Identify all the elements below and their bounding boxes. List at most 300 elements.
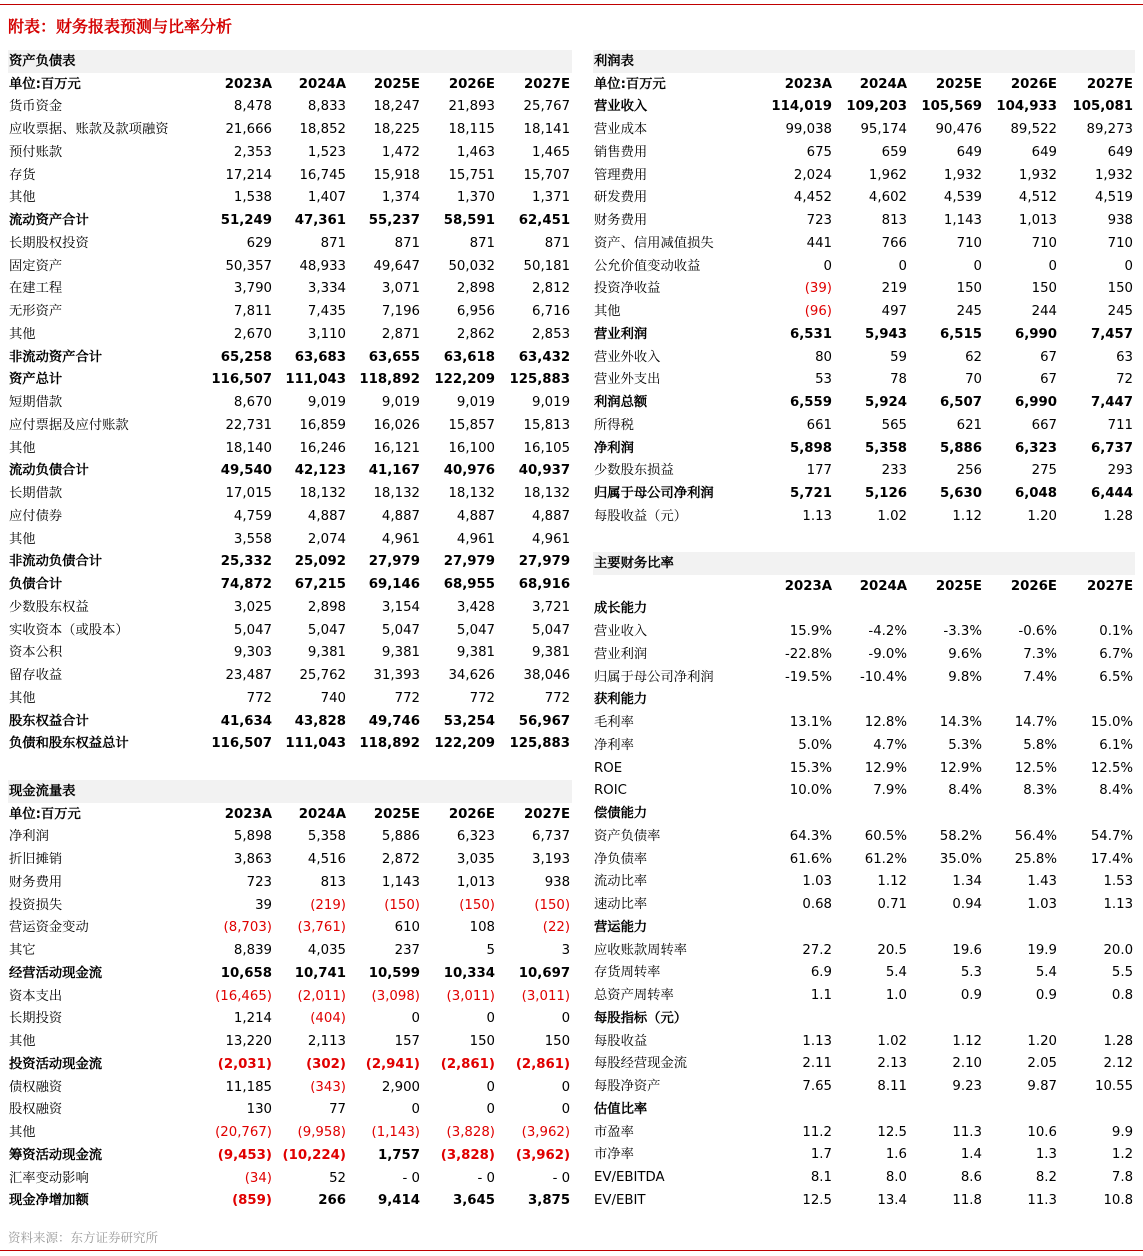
cell-value: 35.0% — [939, 851, 982, 867]
cell-value: 63,655 — [368, 349, 420, 365]
cell-value: 3,025 — [233, 599, 272, 615]
bottom-rule — [0, 1250, 1143, 1251]
cell-value: 21,666 — [225, 122, 272, 138]
table-row — [8, 300, 572, 323]
row-label: 长期投资 — [9, 1011, 63, 1027]
cell-value: 125,883 — [509, 736, 571, 752]
cell-value: 2,862 — [456, 326, 495, 342]
year-header: 2027E — [1086, 578, 1134, 594]
cell-value: 1,932 — [943, 167, 982, 183]
cell-value: 12.8% — [864, 715, 907, 731]
row-label: 营业利润 — [594, 326, 648, 342]
cell-value: (39) — [804, 281, 832, 297]
cell-value: 50,032 — [448, 258, 495, 274]
cell-value: 53 — [815, 372, 832, 388]
table-row — [8, 687, 572, 710]
cell-value: 5.8% — [1023, 737, 1057, 753]
cell-value: 2,812 — [532, 281, 571, 297]
cell-value: 0 — [561, 1102, 571, 1118]
cell-value: 629 — [246, 235, 272, 251]
cell-value: 1.13 — [802, 1033, 832, 1049]
table-row — [8, 642, 572, 665]
cell-value: 10.6 — [1027, 1124, 1057, 1140]
cell-value: 67 — [1040, 349, 1057, 365]
cell-value: (3,098) — [371, 988, 420, 1004]
cell-value — [834, 1007, 909, 1030]
cell-value: 1.02 — [877, 508, 907, 524]
cell-value — [834, 916, 909, 939]
cell-value: 6.9 — [810, 965, 832, 981]
cell-value: 56,967 — [518, 713, 571, 729]
row-label: 非流动资产合计 — [9, 349, 103, 365]
cell-value: (2,941) — [365, 1056, 420, 1072]
table-row — [593, 1030, 1135, 1053]
cell-value: 5,924 — [864, 395, 907, 411]
row-label: 负债和股东权益总计 — [9, 736, 129, 752]
cell-value: 0 — [898, 258, 907, 274]
cell-value: 9,381 — [456, 645, 495, 661]
source-note: 资料来源：东方证券研究所 — [8, 1230, 159, 1245]
cell-value: 0.9 — [1035, 988, 1057, 1004]
cell-value: 1.03 — [1027, 897, 1057, 913]
cell-value: 2,872 — [381, 852, 420, 868]
table-row — [8, 848, 572, 871]
row-label: 营业外支出 — [594, 372, 661, 388]
table-row — [8, 505, 572, 528]
cell-value: 47,361 — [294, 213, 346, 229]
cell-value: -0.6% — [1018, 624, 1057, 640]
cell-value: 8.2 — [1035, 1170, 1057, 1186]
cell-value: - 0 — [402, 1170, 420, 1186]
cell-value: (8,703) — [223, 920, 272, 936]
cell-value: 104,933 — [996, 99, 1057, 115]
table-row — [8, 1076, 572, 1099]
cell-value: 8.4% — [1099, 783, 1134, 799]
row-label: 利润总额 — [594, 395, 648, 411]
cell-value: 11.8 — [952, 1192, 982, 1208]
cell-value — [759, 916, 834, 939]
cell-value: 6,323 — [456, 829, 495, 845]
year-header: 2025E — [935, 76, 982, 92]
row-label: 营业利润 — [594, 646, 648, 662]
balance-sheet-table — [8, 50, 572, 755]
cell-value: 69,146 — [368, 577, 420, 593]
column-header-row — [593, 73, 1135, 96]
cell-value: 723 — [246, 874, 272, 890]
cell-value: 1.28 — [1103, 1033, 1134, 1049]
table-row — [593, 300, 1135, 323]
cell-value: 16,105 — [523, 440, 571, 456]
table-row — [593, 369, 1135, 392]
cell-value: 3,071 — [381, 281, 420, 297]
cell-value: 18,132 — [373, 486, 420, 502]
cell-value: 772 — [394, 690, 420, 706]
cell-value: 16,246 — [299, 440, 346, 456]
cell-value: 1,465 — [532, 144, 571, 160]
year-header: 2025E — [373, 76, 420, 92]
cell-value: 4,602 — [868, 190, 907, 206]
row-label: 预付账款 — [9, 144, 63, 160]
cell-value — [909, 1098, 984, 1121]
row-label: 其他 — [9, 190, 36, 206]
cell-value — [759, 1007, 834, 1030]
cell-value: 5,047 — [233, 622, 272, 638]
cell-value: 13,220 — [225, 1034, 272, 1050]
cell-value: 1,962 — [868, 167, 907, 183]
row-label: 营业成本 — [594, 122, 648, 138]
table-row — [593, 346, 1135, 369]
row-label: 实收资本（或股本） — [9, 622, 129, 638]
cell-value: 0 — [486, 1079, 495, 1095]
cell-value: 14.3% — [939, 715, 982, 731]
row-label: 净负债率 — [594, 851, 648, 867]
cell-value: 1.20 — [1027, 1033, 1057, 1049]
row-label: 毛利率 — [594, 715, 634, 731]
cell-value: 0 — [411, 1011, 420, 1027]
row-label: 财务费用 — [594, 213, 648, 229]
cell-value: 48,933 — [299, 258, 346, 274]
cell-value: 5,898 — [789, 440, 832, 456]
cell-value: 13.4 — [877, 1192, 907, 1208]
cell-value: 111,043 — [285, 372, 346, 388]
cell-value: 610 — [394, 920, 420, 936]
row-label: EV/EBIT — [594, 1192, 646, 1208]
cell-value: 12.9% — [939, 760, 982, 776]
cell-value: 0 — [973, 258, 982, 274]
cell-value: 7,457 — [1090, 326, 1134, 342]
unit-label: 单位:百万元 — [9, 806, 81, 822]
cell-value: 3,110 — [307, 326, 346, 342]
table-row — [593, 711, 1135, 734]
cell-value: 4,759 — [233, 508, 272, 524]
cell-value: 13.1% — [789, 715, 832, 731]
category-row — [593, 802, 1135, 825]
cell-value: 10,334 — [443, 965, 495, 981]
cell-value: (34) — [244, 1170, 272, 1186]
cell-value — [909, 916, 984, 939]
cell-value: 9.23 — [952, 1079, 982, 1095]
cell-value: 9.9 — [1111, 1124, 1134, 1140]
table-row — [8, 391, 572, 414]
table-row — [8, 962, 572, 985]
cell-value: 245 — [1107, 304, 1134, 320]
year-header: 2025E — [935, 578, 982, 594]
cell-value: 150 — [1031, 281, 1057, 297]
table-row — [8, 596, 572, 619]
cell-value: 497 — [881, 304, 907, 320]
row-label: 资产总计 — [9, 372, 63, 388]
cell-value: 1.12 — [952, 508, 982, 524]
cell-value: 105,569 — [921, 99, 982, 115]
year-header: 2026E — [1010, 578, 1057, 594]
cell-value: 3,334 — [307, 281, 346, 297]
cell-value: 61.6% — [789, 851, 832, 867]
row-label: 应收票据、账款及款项融资 — [9, 122, 169, 138]
cell-value: 256 — [956, 463, 982, 479]
cell-value: 4,887 — [381, 508, 420, 524]
cell-value: 9,019 — [456, 395, 495, 411]
row-label: 应收账款周转率 — [594, 942, 688, 958]
cell-value: 12.5 — [802, 1192, 832, 1208]
cell-value: 5,047 — [456, 622, 495, 638]
row-label: 负债合计 — [9, 577, 63, 593]
cell-value: 6,990 — [1014, 326, 1057, 342]
cell-value — [909, 598, 984, 621]
cell-value: 1,371 — [532, 190, 571, 206]
cell-value: 108 — [469, 920, 495, 936]
cell-value: 1.43 — [1027, 874, 1057, 890]
row-label: 其他 — [9, 1034, 36, 1050]
cell-value: 59 — [890, 349, 907, 365]
cell-value: 1,523 — [307, 144, 346, 160]
cell-value: 772 — [469, 690, 495, 706]
table-row — [8, 1008, 572, 1031]
cell-value: 6,737 — [1090, 440, 1134, 456]
cell-value: 74,872 — [220, 577, 272, 593]
cell-value: 4,512 — [1018, 190, 1057, 206]
row-label: 现金净增加额 — [9, 1193, 89, 1209]
cell-value: 8,833 — [307, 99, 346, 115]
income-statement-section — [593, 50, 1135, 528]
cell-value: (2,011) — [297, 988, 346, 1004]
row-label: 少数股东损益 — [594, 463, 674, 479]
year-header: 2025E — [373, 806, 420, 822]
table-row — [8, 1099, 572, 1122]
cell-value: - 0 — [477, 1170, 495, 1186]
cell-value: 63 — [1116, 349, 1134, 365]
cell-value: 9,381 — [532, 645, 571, 661]
cell-value: 275 — [1031, 463, 1057, 479]
cell-value: 9.8% — [948, 669, 982, 685]
table-row — [593, 232, 1135, 255]
cell-value: 22,731 — [225, 417, 272, 433]
cell-value: 237 — [394, 943, 420, 959]
cell-value: 6,559 — [789, 395, 832, 411]
cell-value: 109,203 — [846, 99, 907, 115]
row-label: 研发费用 — [594, 190, 648, 206]
cell-value: 16,121 — [373, 440, 420, 456]
table-row — [8, 460, 572, 483]
cell-value: 2,024 — [793, 167, 832, 183]
cell-value: 0 — [823, 258, 832, 274]
cell-value: 7,811 — [233, 304, 272, 320]
cell-value: 95,174 — [860, 122, 907, 138]
row-label: 投资损失 — [9, 897, 63, 913]
cell-value: 675 — [806, 144, 832, 160]
cell-value: 10,741 — [294, 965, 346, 981]
cell-value: -10.4% — [859, 669, 907, 685]
cell-value — [984, 802, 1059, 825]
row-label: 资产、信用减值损失 — [594, 235, 714, 251]
cell-value: 1,143 — [943, 213, 982, 229]
unit-label — [593, 575, 759, 598]
cell-value: 1.20 — [1027, 508, 1057, 524]
cell-value: 7,435 — [307, 304, 346, 320]
cell-value: (3,761) — [297, 920, 346, 936]
cell-value: 3,154 — [381, 599, 420, 615]
row-label: ROE — [594, 760, 623, 776]
year-header: 2024A — [298, 806, 346, 822]
year-header: 2026E — [448, 806, 495, 822]
cell-value: 150 — [956, 281, 982, 297]
cell-value: 1.12 — [877, 874, 907, 890]
cell-value: 25.8% — [1014, 851, 1057, 867]
cell-value: 99,038 — [785, 122, 832, 138]
cell-value: 122,209 — [434, 736, 495, 752]
row-label: 其他 — [9, 690, 36, 706]
table-row — [8, 1053, 572, 1076]
year-header: 2024A — [859, 76, 907, 92]
table-row — [8, 985, 572, 1008]
cell-value: 0 — [561, 1079, 571, 1095]
cell-value: 27,979 — [518, 554, 571, 570]
cell-value: 6.1% — [1099, 737, 1134, 753]
table-row — [593, 620, 1135, 643]
cell-value: 55,237 — [368, 213, 420, 229]
cell-value: 3,721 — [532, 599, 571, 615]
row-label: 应付债券 — [9, 508, 63, 524]
cell-value: 6,048 — [1014, 486, 1057, 502]
row-label: 每股净资产 — [594, 1079, 661, 1095]
row-label: 股东权益合计 — [9, 713, 89, 729]
row-label: 其他 — [9, 440, 36, 456]
cell-value: 18,140 — [225, 440, 272, 456]
cell-value: 7,447 — [1090, 395, 1134, 411]
row-label: EV/EBITDA — [594, 1170, 665, 1186]
cell-value: 15.0% — [1090, 715, 1134, 731]
table-row — [593, 209, 1135, 232]
cell-value: 5,721 — [789, 486, 832, 502]
cell-value: (2,031) — [217, 1056, 272, 1072]
cell-value: 111,043 — [285, 736, 346, 752]
row-label: 偿债能力 — [594, 806, 648, 822]
cell-value: 72 — [1116, 372, 1134, 388]
cell-value: 49,647 — [373, 258, 420, 274]
cell-value — [984, 1098, 1059, 1121]
section-title: 主要财务比率 — [593, 552, 1135, 575]
table-row — [593, 780, 1135, 803]
cell-value: 813 — [881, 213, 907, 229]
row-label: 估值比率 — [594, 1101, 648, 1117]
row-label: ROIC — [594, 783, 627, 799]
cell-value — [1059, 598, 1135, 621]
cell-value: 8.1 — [810, 1170, 832, 1186]
cell-value: 711 — [1107, 417, 1134, 433]
cell-value: 150 — [544, 1034, 571, 1050]
cell-value: 0.1% — [1099, 624, 1134, 640]
cell-value: 7.65 — [802, 1079, 832, 1095]
cell-value: 813 — [320, 874, 346, 890]
cell-value: 61.2% — [864, 851, 907, 867]
table-row — [593, 187, 1135, 210]
cell-value: (3,011) — [521, 988, 571, 1004]
cell-value: 871 — [394, 235, 420, 251]
cell-value — [909, 802, 984, 825]
cell-value: 2,853 — [532, 326, 571, 342]
cell-value: 3,193 — [532, 852, 571, 868]
cell-value: 20.5 — [877, 942, 907, 958]
cell-value: (3,828) — [446, 1125, 495, 1141]
cell-value: 2.05 — [1027, 1056, 1057, 1072]
cash-flow-section — [8, 780, 572, 1212]
cell-value: 8,670 — [233, 395, 272, 411]
cell-value: 63,432 — [518, 349, 571, 365]
cell-value: (2,861) — [440, 1056, 495, 1072]
table-row — [8, 278, 572, 301]
section-title-row — [8, 50, 572, 73]
table-row — [593, 96, 1135, 119]
cell-value: 1,374 — [381, 190, 420, 206]
table-row — [8, 414, 572, 437]
cell-value: 11.3 — [952, 1124, 982, 1140]
cell-value: 10.0% — [789, 783, 832, 799]
table-row — [8, 1121, 572, 1144]
cell-value: (302) — [306, 1056, 346, 1072]
cell-value: 2,670 — [233, 326, 272, 342]
cell-value: 2.13 — [877, 1056, 907, 1072]
cell-value — [834, 802, 909, 825]
cell-value: 2,898 — [456, 281, 495, 297]
table-row — [8, 164, 572, 187]
cell-value — [759, 802, 834, 825]
table-row — [8, 118, 572, 141]
table-row — [593, 141, 1135, 164]
row-label: 其他 — [594, 304, 621, 320]
cell-value: 3,875 — [528, 1193, 571, 1209]
cell-value: 15.9% — [789, 624, 832, 640]
cell-value: 63,683 — [294, 349, 346, 365]
cell-value: 49,540 — [220, 463, 272, 479]
table-row — [8, 619, 572, 642]
cell-value: 150 — [1107, 281, 1134, 297]
cell-value: 4,516 — [307, 852, 346, 868]
cell-value: 177 — [806, 463, 832, 479]
cell-value: 51,249 — [220, 213, 272, 229]
cell-value: 245 — [956, 304, 982, 320]
table-row — [8, 482, 572, 505]
cell-value: (3,962) — [515, 1147, 571, 1163]
row-label: 每股收益（元） — [594, 508, 688, 524]
cell-value: 5.5 — [1111, 965, 1134, 981]
cell-value: 5.4 — [885, 965, 907, 981]
year-header: 2023A — [224, 806, 272, 822]
table-row — [593, 1121, 1135, 1144]
cell-value: 0 — [486, 1011, 495, 1027]
row-label: 汇率变动影响 — [9, 1170, 89, 1186]
table-row — [8, 1167, 572, 1190]
cell-value: 4,961 — [381, 531, 420, 547]
cell-value: 8,478 — [233, 99, 272, 115]
section-title-row — [593, 552, 1135, 575]
cell-value — [909, 1007, 984, 1030]
cell-value: 6,956 — [456, 304, 495, 320]
table-row — [593, 984, 1135, 1007]
cell-value: (16,465) — [215, 988, 272, 1004]
cell-value: 1.1 — [810, 988, 832, 1004]
section-title: 资产负债表 — [8, 50, 572, 73]
table-row — [593, 1053, 1135, 1076]
cell-value: 244 — [1031, 304, 1057, 320]
cell-value: 50,357 — [225, 258, 272, 274]
cell-value: 1,370 — [456, 190, 495, 206]
table-row — [8, 894, 572, 917]
cell-value: 9.87 — [1027, 1079, 1057, 1095]
row-label: 管理费用 — [594, 167, 648, 183]
cell-value: 78 — [890, 372, 907, 388]
cell-value: 18,115 — [448, 122, 495, 138]
row-label: 销售费用 — [594, 144, 648, 160]
cell-value: 5,943 — [864, 326, 907, 342]
